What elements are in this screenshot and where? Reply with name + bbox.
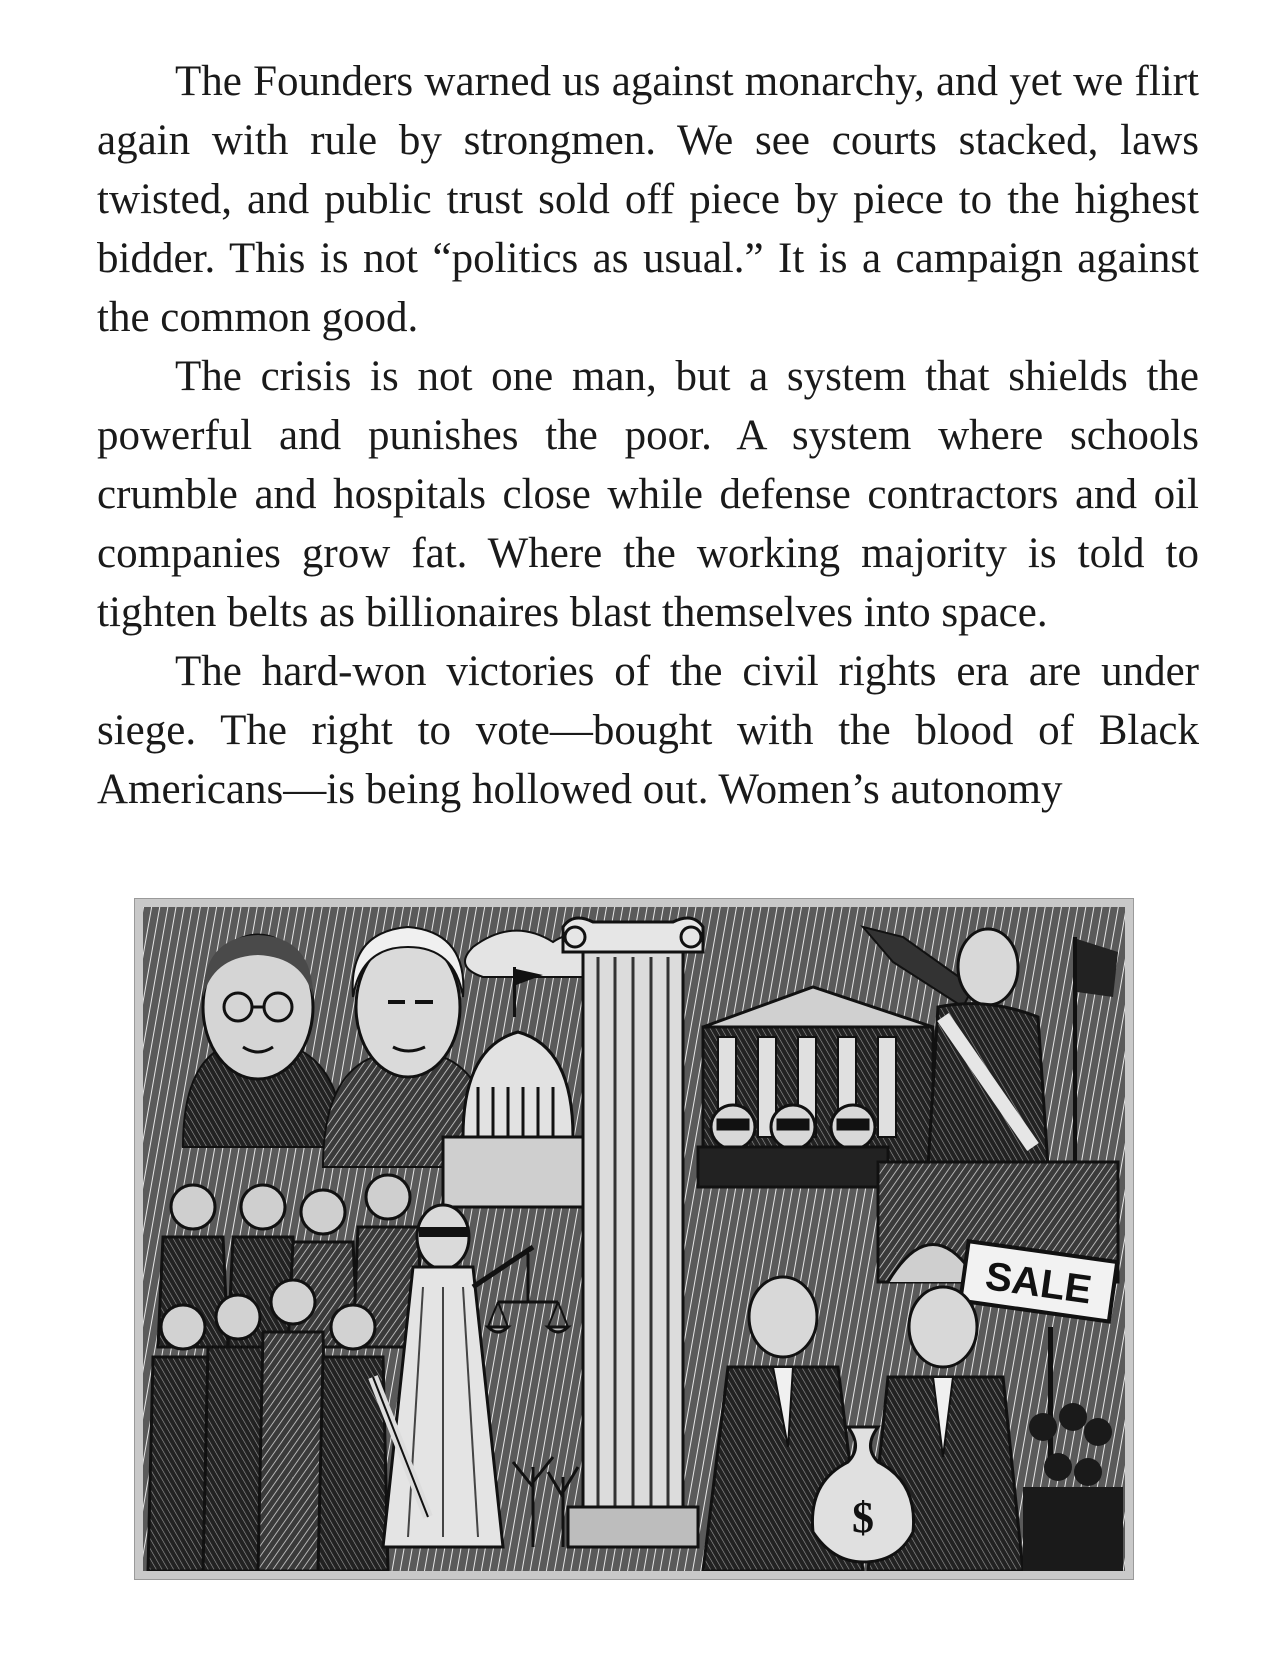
- judges-row: [698, 1105, 888, 1187]
- woodcut-illustration: [134, 898, 1134, 1580]
- paragraph-civil-rights: The hard-won victories of the civil rights era are under siege. The right to vote—bought with the blood of Black Americans—is being hollowed out. Women’s autonomy: [97, 648, 1199, 813]
- paragraph-crisis: The crisis is not one man, but a system that shields the powerful and punishes the poor. A system where schools crumble and hospitals close while defense contractors and oil companies grow fat. Where the working majority is told to tighten belts as billionaires blast themselves into space.: [97, 353, 1199, 636]
- body-text: [97, 52, 1199, 819]
- paragraph-founders: The Founders warned us against monarchy, and yet we flirt again with rule by strongmen. We see courts stacked, laws twisted, and public trust sold off piece by piece to the highest bidder. This is not “politics as usual.” It is a campaign against the common good.: [97, 58, 1199, 341]
- crowd-right: [1023, 1403, 1123, 1571]
- classical-column: [563, 918, 703, 1547]
- sale-sign-text: SALE: [982, 1254, 1095, 1313]
- engraving-scene: [143, 907, 1125, 1571]
- money-bag-symbol: $: [852, 1493, 874, 1542]
